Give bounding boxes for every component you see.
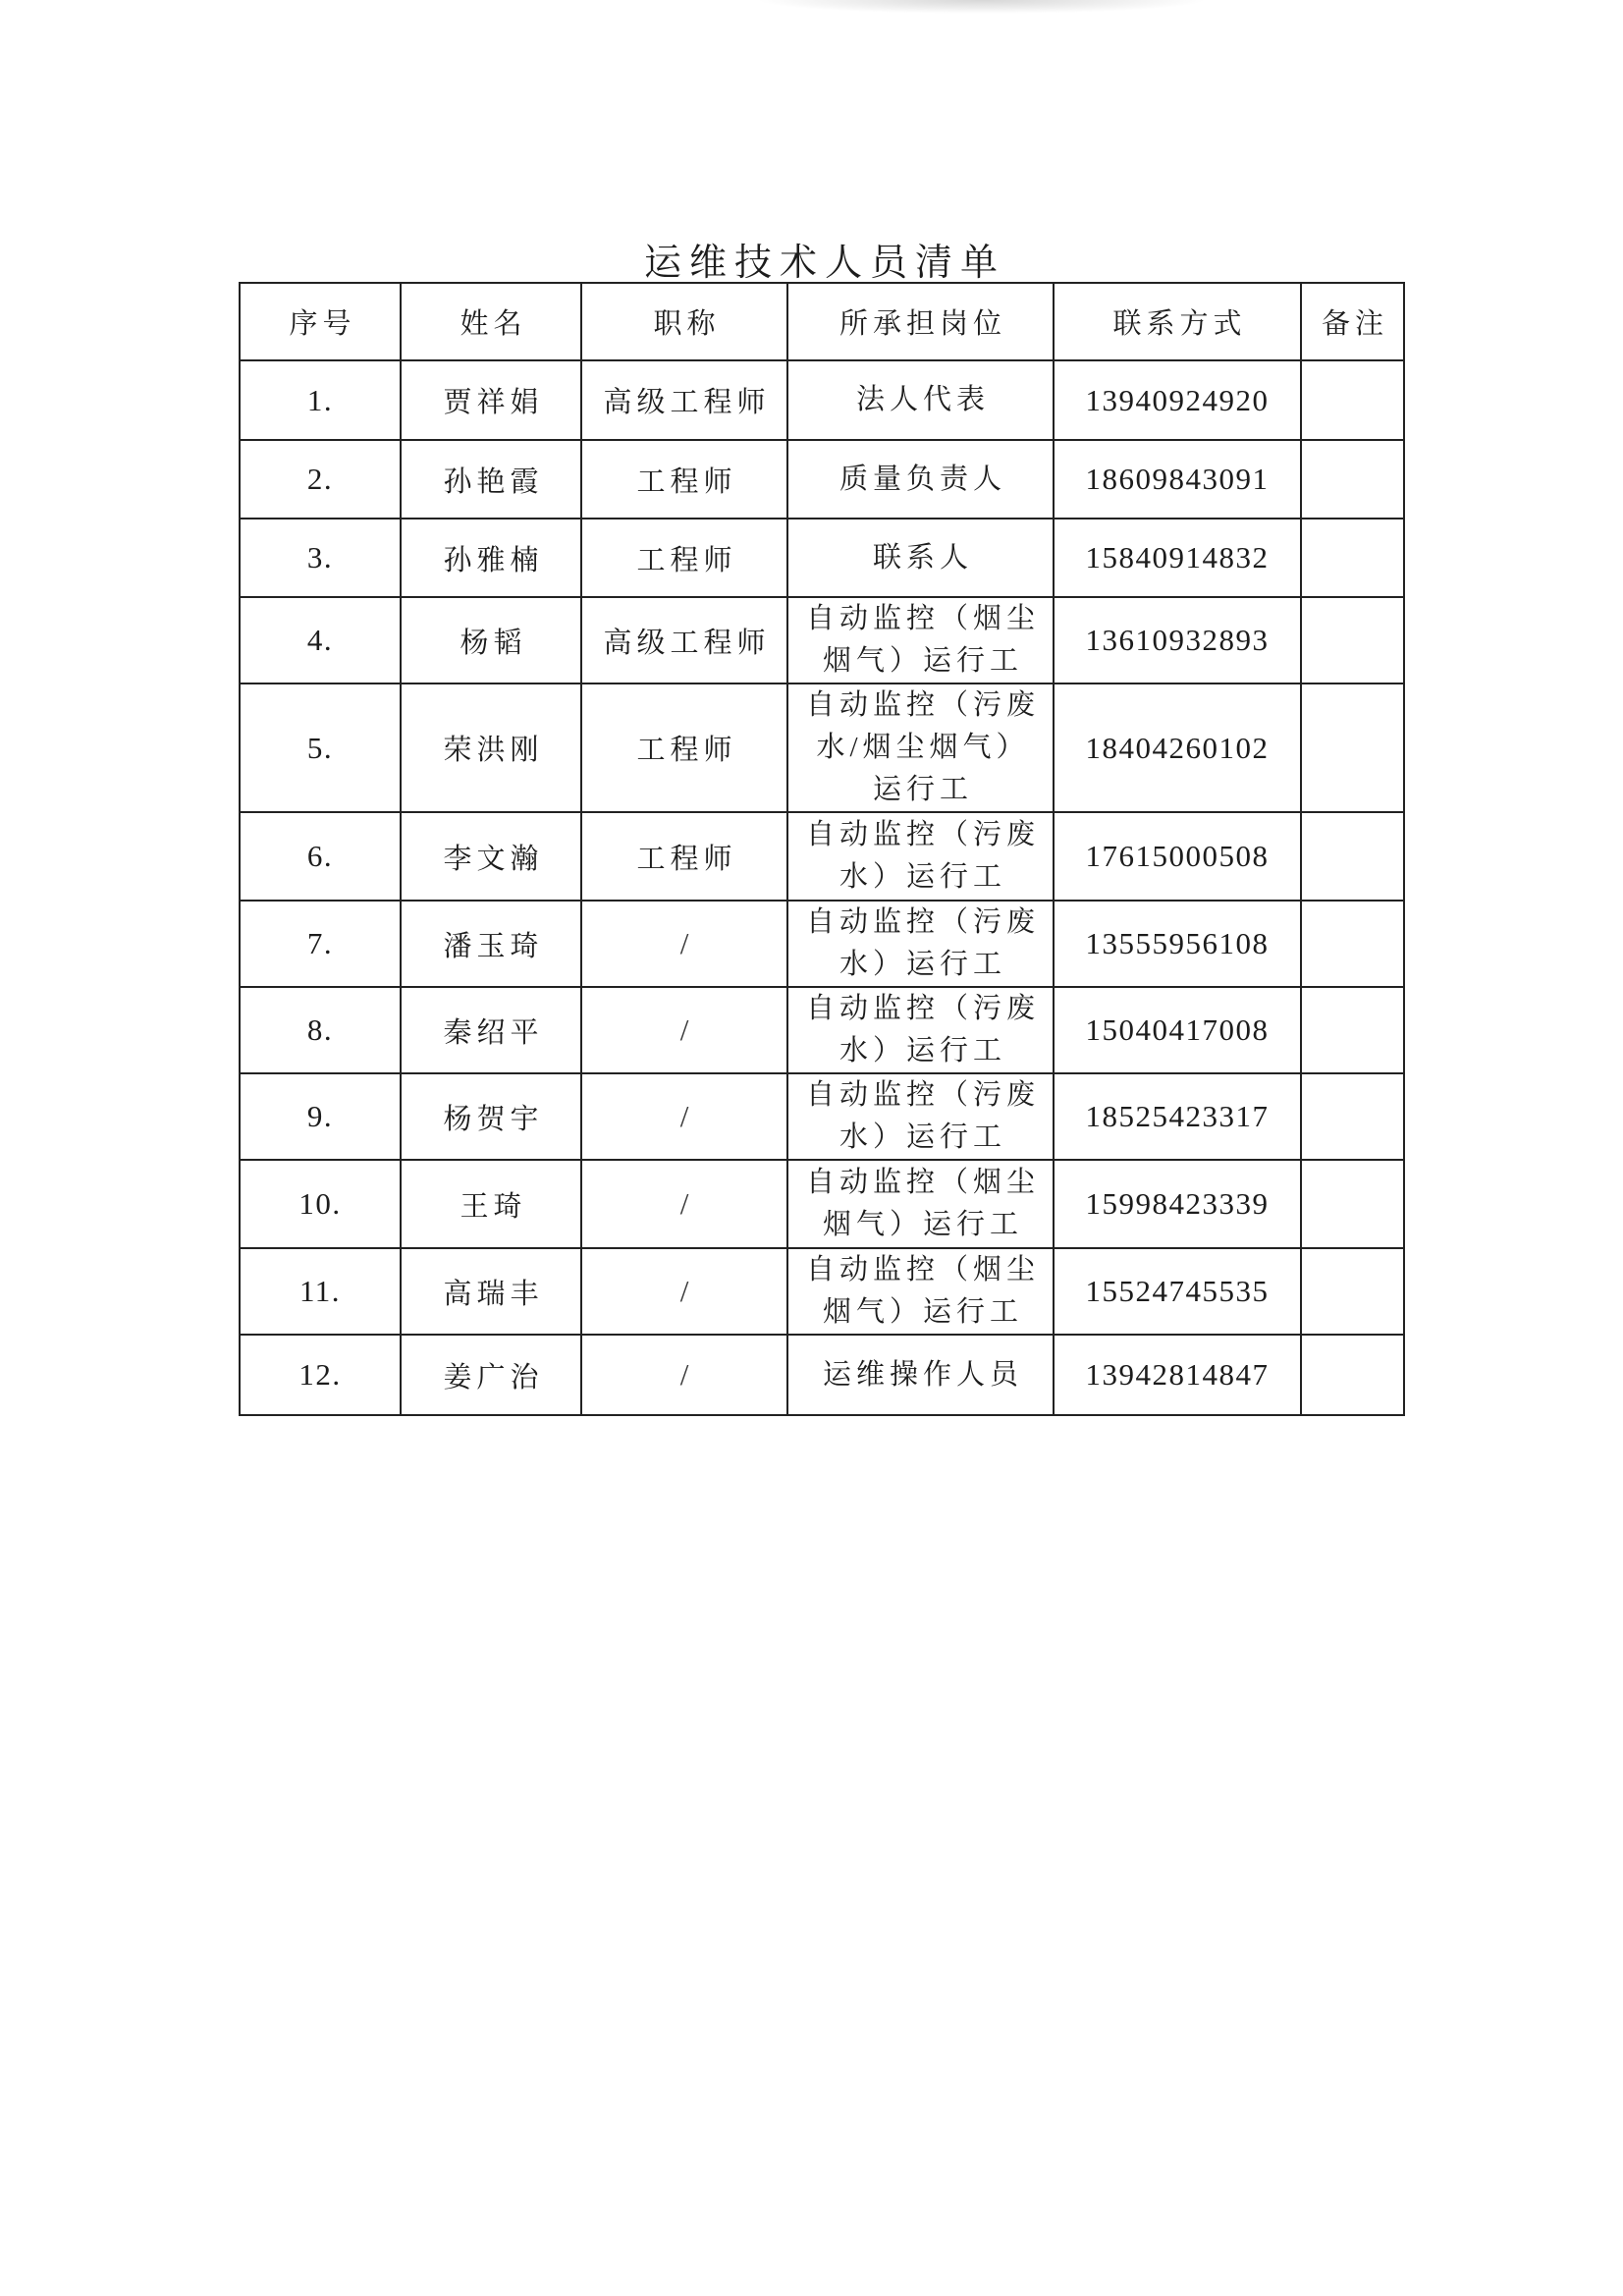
cell-seq: 10. xyxy=(240,1160,401,1248)
header-cell-phone: 联系方式 xyxy=(1054,283,1301,360)
cell-phone: 18609843091 xyxy=(1054,440,1301,519)
cell-title: 高级工程师 xyxy=(581,597,787,683)
cell-position-line: 水）运行工 xyxy=(839,1035,1006,1066)
cell-name: 王琦 xyxy=(401,1160,581,1248)
cell-seq: 3. xyxy=(240,519,401,597)
cell-remark xyxy=(1301,1248,1404,1335)
cell-phone: 15998423339 xyxy=(1054,1160,1301,1248)
header-cell-seq: 序号 xyxy=(240,283,401,360)
cell-title: / xyxy=(581,1335,787,1415)
cell-position-line: 自动监控（污废 xyxy=(805,819,1040,850)
table-header-row xyxy=(240,283,1404,360)
table-row xyxy=(240,812,1404,901)
cell-position-line: 法人代表 xyxy=(855,384,990,415)
cell-position xyxy=(787,1248,1054,1335)
table-row xyxy=(240,1248,1404,1335)
cell-seq: 4. xyxy=(240,597,401,683)
cell-name: 姜广治 xyxy=(401,1335,581,1415)
cell-name: 杨贺宇 xyxy=(401,1073,581,1160)
cell-seq: 8. xyxy=(240,987,401,1073)
cell-position-line: 运维操作人员 xyxy=(822,1358,1023,1391)
cell-phone: 13555956108 xyxy=(1054,901,1301,987)
cell-position-line: 自动监控（污废 xyxy=(805,993,1040,1024)
cell-position xyxy=(787,1073,1054,1160)
table-row xyxy=(240,440,1404,519)
table-row xyxy=(240,1335,1404,1415)
table-row xyxy=(240,1160,1404,1248)
cell-title: 工程师 xyxy=(581,440,787,519)
cell-position-line: 烟气）运行工 xyxy=(822,1209,1023,1240)
cell-position xyxy=(787,683,1054,812)
cell-position-line: 自动监控（烟尘 xyxy=(805,603,1040,634)
cell-seq: 6. xyxy=(240,812,401,901)
cell-position-line: 自动监控（烟尘 xyxy=(805,1254,1040,1285)
table-row xyxy=(240,360,1404,440)
cell-seq: 7. xyxy=(240,901,401,987)
cell-phone: 18525423317 xyxy=(1054,1073,1301,1160)
cell-remark xyxy=(1301,812,1404,901)
cell-title: / xyxy=(581,1160,787,1248)
cell-remark xyxy=(1301,1335,1404,1415)
cell-name: 潘玉琦 xyxy=(401,901,581,987)
cell-position xyxy=(787,901,1054,987)
cell-remark xyxy=(1301,683,1404,812)
cell-phone: 13610932893 xyxy=(1054,597,1301,683)
cell-position-line: 自动监控（烟尘 xyxy=(805,1167,1040,1198)
cell-position-line: 烟气）运行工 xyxy=(822,645,1023,677)
cell-position xyxy=(787,987,1054,1073)
table-row xyxy=(240,597,1404,683)
cell-remark xyxy=(1301,1073,1404,1160)
cell-position-line: 自动监控（污废 xyxy=(805,689,1040,721)
header-cell-remark: 备注 xyxy=(1301,283,1404,360)
cell-title: / xyxy=(581,1248,787,1335)
header-cell-title: 职称 xyxy=(581,283,787,360)
cell-position-line: 水）运行工 xyxy=(839,949,1006,980)
cell-position-line: 自动监控（污废 xyxy=(805,1079,1040,1111)
cell-position xyxy=(787,519,1054,597)
cell-seq: 12. xyxy=(240,1335,401,1415)
cell-remark xyxy=(1301,987,1404,1073)
staff-table xyxy=(239,282,1405,1416)
cell-title: / xyxy=(581,987,787,1073)
cell-name: 秦绍平 xyxy=(401,987,581,1073)
document-title: 运维技术人员清单 xyxy=(643,243,1005,285)
cell-position-line: 烟气）运行工 xyxy=(822,1296,1023,1328)
cell-seq: 11. xyxy=(240,1248,401,1335)
cell-remark xyxy=(1301,519,1404,597)
cell-position xyxy=(787,1160,1054,1248)
cell-name: 孙艳霞 xyxy=(401,440,581,519)
cell-position xyxy=(787,440,1054,519)
cell-position-line: 水）运行工 xyxy=(839,1121,1006,1153)
cell-position-line: 联系人 xyxy=(872,541,973,574)
cell-remark xyxy=(1301,597,1404,683)
cell-name: 贾祥娟 xyxy=(401,360,581,440)
cell-position-line: 质量负责人 xyxy=(839,463,1006,495)
cell-name: 孙雅楠 xyxy=(401,519,581,597)
cell-remark xyxy=(1301,440,1404,519)
cell-name: 高瑞丰 xyxy=(401,1248,581,1335)
cell-seq: 5. xyxy=(240,683,401,812)
cell-title: 工程师 xyxy=(581,812,787,901)
cell-position xyxy=(787,1335,1054,1415)
cell-title: 工程师 xyxy=(581,683,787,812)
table-row xyxy=(240,519,1404,597)
cell-phone: 15040417008 xyxy=(1054,987,1301,1073)
scan-shadow xyxy=(756,0,1208,14)
cell-remark xyxy=(1301,901,1404,987)
staff-table-body xyxy=(240,360,1404,1415)
cell-remark xyxy=(1301,360,1404,440)
cell-seq: 1. xyxy=(240,360,401,440)
table-row xyxy=(240,901,1404,987)
cell-seq: 9. xyxy=(240,1073,401,1160)
cell-name: 荣洪刚 xyxy=(401,683,581,812)
cell-title: 高级工程师 xyxy=(581,360,787,440)
cell-phone: 15840914832 xyxy=(1054,519,1301,597)
cell-phone: 18404260102 xyxy=(1054,683,1301,812)
header-cell-name: 姓名 xyxy=(401,283,581,360)
header-cell-position: 所承担岗位 xyxy=(787,283,1054,360)
cell-title: / xyxy=(581,901,787,987)
cell-name: 杨韬 xyxy=(401,597,581,683)
cell-title: / xyxy=(581,1073,787,1160)
cell-position xyxy=(787,360,1054,440)
cell-position-line: 水/烟尘烟气） xyxy=(816,732,1030,763)
table-row xyxy=(240,1073,1404,1160)
table-row xyxy=(240,683,1404,812)
table-row xyxy=(240,987,1404,1073)
cell-position-line: 运行工 xyxy=(872,774,973,805)
cell-position xyxy=(787,597,1054,683)
cell-phone: 15524745535 xyxy=(1054,1248,1301,1335)
cell-position-line: 自动监控（污废 xyxy=(805,906,1040,938)
cell-phone: 13940924920 xyxy=(1054,360,1301,440)
cell-phone: 17615000508 xyxy=(1054,812,1301,901)
cell-position-line: 水）运行工 xyxy=(839,861,1006,893)
cell-title: 工程师 xyxy=(581,519,787,597)
cell-name: 李文瀚 xyxy=(401,812,581,901)
cell-phone: 13942814847 xyxy=(1054,1335,1301,1415)
cell-seq: 2. xyxy=(240,440,401,519)
cell-remark xyxy=(1301,1160,1404,1248)
cell-position xyxy=(787,812,1054,901)
